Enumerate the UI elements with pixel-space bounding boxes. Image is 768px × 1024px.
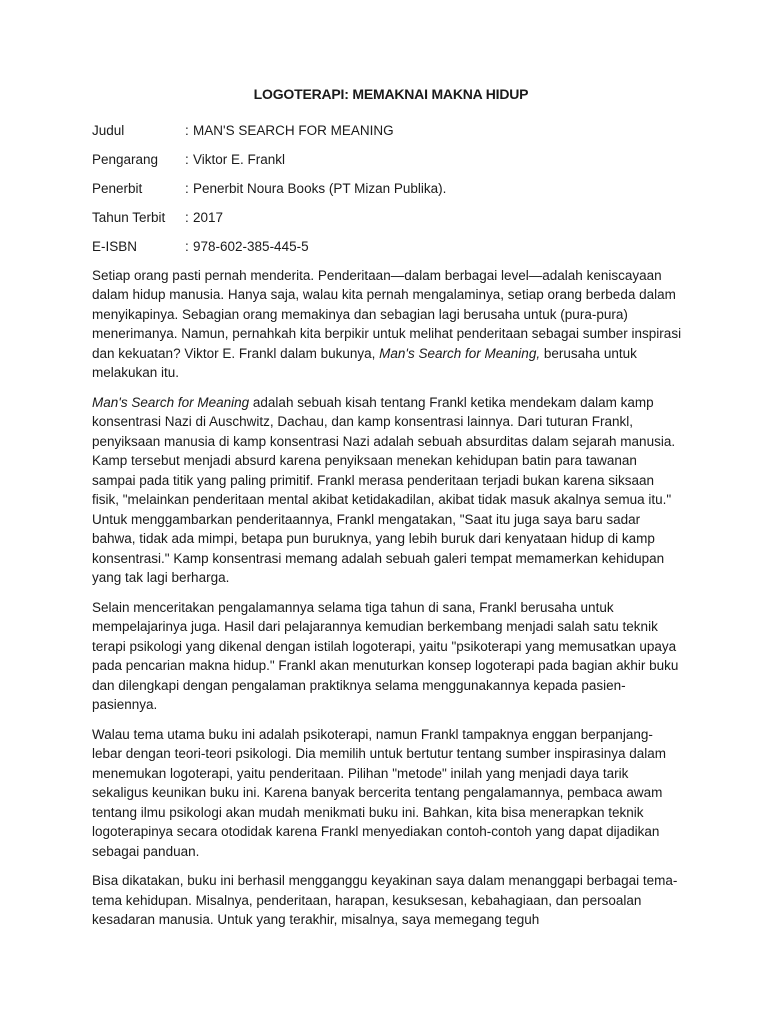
metadata-separator: : bbox=[185, 151, 189, 167]
metadata-label: Judul bbox=[92, 122, 125, 138]
paragraph-text: adalah sebuah kisah tentang Frankl ketika mendekam dalam kamp konsentrasi Nazi di Auschwitz, Dachau, dan kamp konsentrasi lainnya. Dari tuturan Frankl, penyiksaan manusia di kamp konsentrasi Nazi adalah sebuah absurditas dalam sejarah manusia. Kamp tersebut menjadi absurd karena penyiksaan menekan kehidupan batin para tawanan sampai pada titik yang paling primitif. Frankl merasa penderitaan terjadi bukan karena siksaan fisik, "melainkan penderitaan mental akibat ketidakadilan, akibat tidak masuk akalnya semua itu." Untuk menggambarkan penderitaannya, Frankl mengatakan, "Saat itu juga saya baru sadar bahwa, tidak ada mimpi, betapa pun buruknya, yang lebih buruk dari kenyataan hidup di kamp konsentrasi." Kamp konsentrasi memang adalah sebuah galeri tempat memamerkan kehidupan yang tak lagi berharga. bbox=[92, 394, 676, 585]
metadata-label: Pengarang bbox=[92, 151, 159, 167]
body-paragraph-4: Walau tema utama buku ini adalah psikoterapi, namun Frankl tampaknya enggan berpanjang-lebar dengan teori-teori psikologi. Dia memilih untuk bertutur tentang sumber inspirasinya dalam menemukan logoterapi, yaitu penderitaan. Pilihan "metode" inilah yang menjadi daya tarik sekaligus keunikan buku ini. Karena banyak bercerita tentang pengalamannya, pembaca awam tentang ilmu psikologi akan mudah menikmati buku ini. Bahkan, kita bisa menerapkan teknik logoterapinya secara otodidak karena Frankl menyediakan contoh-contoh yang dapat dijadikan sebagai panduan. bbox=[92, 726, 667, 859]
metadata-row-judul bbox=[92, 121, 682, 141]
document-page bbox=[92, 85, 682, 940]
metadata-row-e-isbn bbox=[92, 237, 682, 257]
metadata-row-tahun-terbit bbox=[92, 208, 682, 228]
metadata-value: Viktor E. Frankl bbox=[193, 151, 286, 167]
book-title-italic: Man's Search for Meaning bbox=[92, 394, 250, 410]
body-paragraph-1 bbox=[92, 266, 682, 383]
metadata-value: Penerbit Noura Books (PT Mizan Publika). bbox=[193, 180, 447, 196]
book-title-italic: Man's Search for Meaning, bbox=[379, 345, 541, 361]
metadata-row-pengarang bbox=[92, 150, 682, 170]
body-paragraph-5: Bisa dikatakan, buku ini berhasil mengganggu keyakinan saya dalam menanggapi berbagai tema-tema kehidupan. Misalnya, penderitaan, harapan, kesuksesan, kebahagiaan, dan persoalan kesadaran manusia. Untuk yang terakhir, misalnya, saya memegang teguh bbox=[92, 873, 678, 927]
book-metadata bbox=[92, 121, 682, 257]
metadata-label: Penerbit bbox=[92, 180, 143, 196]
metadata-separator: : bbox=[185, 209, 189, 225]
metadata-row-penerbit bbox=[92, 179, 682, 199]
metadata-value: 978-602-385-445-5 bbox=[193, 238, 309, 254]
metadata-label: Tahun Terbit bbox=[92, 209, 166, 225]
metadata-label: E-ISBN bbox=[92, 238, 138, 254]
paragraph-text: berusaha untuk melakukan itu. bbox=[92, 345, 637, 380]
metadata-separator: : bbox=[185, 180, 189, 196]
metadata-separator: : bbox=[185, 122, 189, 138]
document-title: LOGOTERAPI: MEMAKNAI MAKNA HIDUP bbox=[253, 86, 529, 102]
paragraph-text: Setiap orang pasti pernah menderita. Penderitaan—dalam berbagai level—adalah keniscayaan dalam hidup manusia. Hanya saja, walau kita pernah mengalaminya, setiap orang berbeda dalam menyikapinya. Sebagian orang memakinya dan sebagian lagi berusaha untuk (pura-pura) menerimanya. Namun, pernahkah kita berpikir untuk melihat penderitaan sebagai sumber inspirasi dan kekuatan? Viktor E. Frankl dalam bukunya, bbox=[92, 267, 682, 361]
body-paragraph-3: Selain menceritakan pengalamannya selama tiga tahun di sana, Frankl berusaha untuk mempelajarinya juga. Hasil dari pelajarannya kemudian berkembang menjadi salah satu teknik terapi psikologi yang dikenal dengan istilah logoterapi, yaitu "psikoterapi yang memusatkan upaya pada pencarian makna hidup." Frankl akan menuturkan konsep logoterapi pada bagian akhir buku dan dilengkapi dengan pengalaman praktiknya selama menggunakannya kepada pasien-pasiennya. bbox=[92, 599, 679, 712]
metadata-value: 2017 bbox=[193, 209, 224, 225]
metadata-separator: : bbox=[185, 238, 189, 254]
metadata-value: MAN'S SEARCH FOR MEANING bbox=[193, 122, 394, 138]
body-paragraph-2 bbox=[92, 393, 682, 588]
